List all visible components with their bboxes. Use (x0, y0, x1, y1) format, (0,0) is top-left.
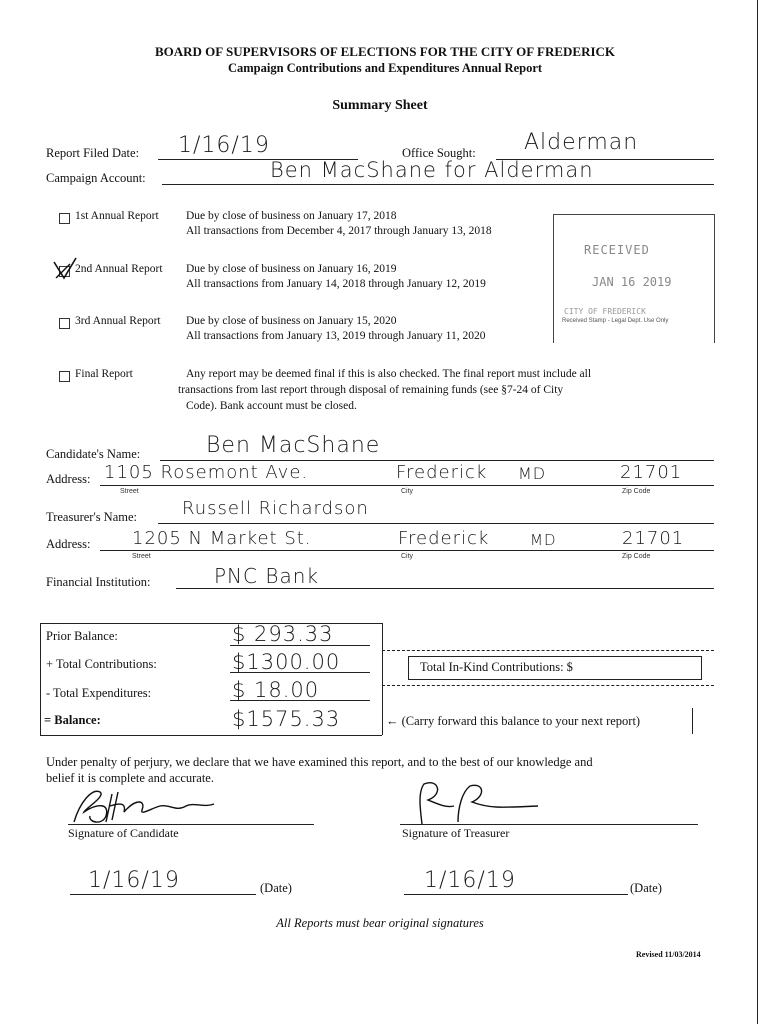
financial-institution-label: Financial Institution: (46, 575, 151, 589)
final-report-line1: Any report may be deemed final if this is also checked. The final report must include all (186, 368, 592, 380)
third-report-range: All transactions from January 13, 2019 through January 11, 2020 (186, 330, 486, 342)
stamp-date: JAN 16 2019 (592, 275, 672, 289)
inkind-label: Total In-Kind Contributions: $ (420, 660, 573, 674)
treasurer-date-label: (Date) (630, 881, 662, 895)
candidate-address-label: Address: (46, 472, 91, 486)
treasurer-address-label: Address: (46, 537, 91, 551)
summary-sheet-heading: Summary Sheet (332, 98, 428, 113)
revised-date: Revised 11/03/2014 (636, 950, 701, 959)
treasurer-zip: 21701 (622, 528, 685, 549)
treasurer-name-label: Treasurer's Name: (46, 510, 138, 524)
candidate-sign-date: 1/16/19 (88, 868, 180, 893)
treasurer-street: 1205 N Market St. (132, 528, 312, 549)
total-expenditures-value: $ 18.00 (232, 678, 320, 702)
report-filed-date: 1/16/19 (178, 133, 270, 158)
final-report-label: Final Report (75, 368, 133, 380)
third-report-due: Due by close of business on January 15, 2020 (186, 315, 397, 327)
attestation-line1: Under penalty of perjury, we declare that we have examined this report, and to the best of our knowledge and (46, 755, 593, 769)
report-filed-label: Report Filed Date: (46, 146, 140, 160)
treasurer-name: Russell Richardson (182, 498, 369, 519)
second-report-range: All transactions from January 14, 2018 through January 12, 2019 (186, 278, 486, 290)
attestation-line2: belief it is complete and accurate. (46, 771, 214, 785)
received-stamp-box (553, 214, 715, 343)
page-edge-line (757, 0, 758, 1024)
campaign-account-label: Campaign Account: (46, 171, 146, 185)
stamp-city: CITY OF FREDERICK (564, 307, 646, 316)
caption-zip-2: Zip Code (622, 553, 651, 560)
first-report-label: 1st Annual Report (75, 210, 159, 222)
office-sought-label: Office Sought: (402, 146, 476, 160)
balance-label: = Balance: (44, 713, 101, 727)
final-report-checkbox[interactable] (59, 371, 70, 382)
second-report-label: 2nd Annual Report (75, 263, 163, 275)
checkmark-icon (50, 256, 78, 284)
candidate-street: 1105 Rosemont Ave. (104, 462, 309, 483)
third-report-checkbox[interactable] (59, 318, 70, 329)
office-sought-value: Alderman (524, 130, 639, 155)
final-report-line2: transactions from last report through disposal of remaining funds (see §7-24 of City (178, 384, 564, 396)
prior-balance-label: Prior Balance: (46, 629, 118, 643)
candidate-city: Frederick (396, 462, 488, 483)
treasurer-state: MD (530, 531, 557, 549)
report-subtitle: Campaign Contributions and Expenditures Annual Report (227, 61, 543, 75)
total-expenditures-label: - Total Expenditures: (46, 686, 152, 700)
final-report-line3: Code). Bank account must be closed. (186, 400, 357, 412)
candidate-signature (66, 782, 226, 830)
prior-balance-value: $ 293.33 (232, 622, 334, 646)
board-title: BOARD OF SUPERVISORS OF ELECTIONS FOR THE CITY OF FREDERICK (154, 44, 616, 59)
treasurer-signature-label: Signature of Treasurer (402, 826, 510, 840)
treasurer-sign-date: 1/16/19 (424, 868, 516, 893)
balance-value: $1575.33 (232, 707, 341, 731)
candidate-state: MD (518, 464, 547, 483)
candidate-name-label: Candidate's Name: (46, 447, 141, 461)
caption-street: Street (120, 488, 139, 495)
candidate-signature-label: Signature of Candidate (68, 826, 179, 840)
treasurer-city: Frederick (398, 528, 490, 549)
second-report-due: Due by close of business on January 16, 2019 (186, 263, 397, 275)
stamp-note: Received Stamp - Legal Dept. Use Only (562, 318, 669, 324)
candidate-date-label: (Date) (260, 881, 292, 895)
stamp-received: RECEIVED (584, 243, 650, 257)
first-report-range: All transactions from December 4, 2017 through January 13, 2018 (186, 225, 492, 237)
caption-street-2: Street (132, 553, 151, 560)
campaign-account-value: Ben MacShane for Alderman (270, 158, 594, 182)
total-contributions-value: $1300.00 (232, 650, 341, 674)
caption-zip: Zip Code (622, 488, 651, 495)
third-report-label: 3rd Annual Report (75, 315, 161, 327)
caption-city: City (401, 488, 414, 495)
caption-city-2: City (401, 553, 414, 560)
total-contributions-label: + Total Contributions: (46, 657, 157, 671)
original-signatures-note: All Reports must bear original signatures (276, 916, 484, 930)
treasurer-signature (398, 778, 558, 828)
candidate-name: Ben MacShane (206, 433, 381, 458)
candidate-zip: 21701 (620, 462, 683, 483)
financial-institution-value: PNC Bank (214, 564, 319, 588)
first-report-due: Due by close of business on January 17, 2018 (186, 210, 397, 222)
first-report-checkbox[interactable] (59, 213, 70, 224)
carry-forward-note: ← (Carry forward this balance to your next report) (386, 714, 641, 728)
